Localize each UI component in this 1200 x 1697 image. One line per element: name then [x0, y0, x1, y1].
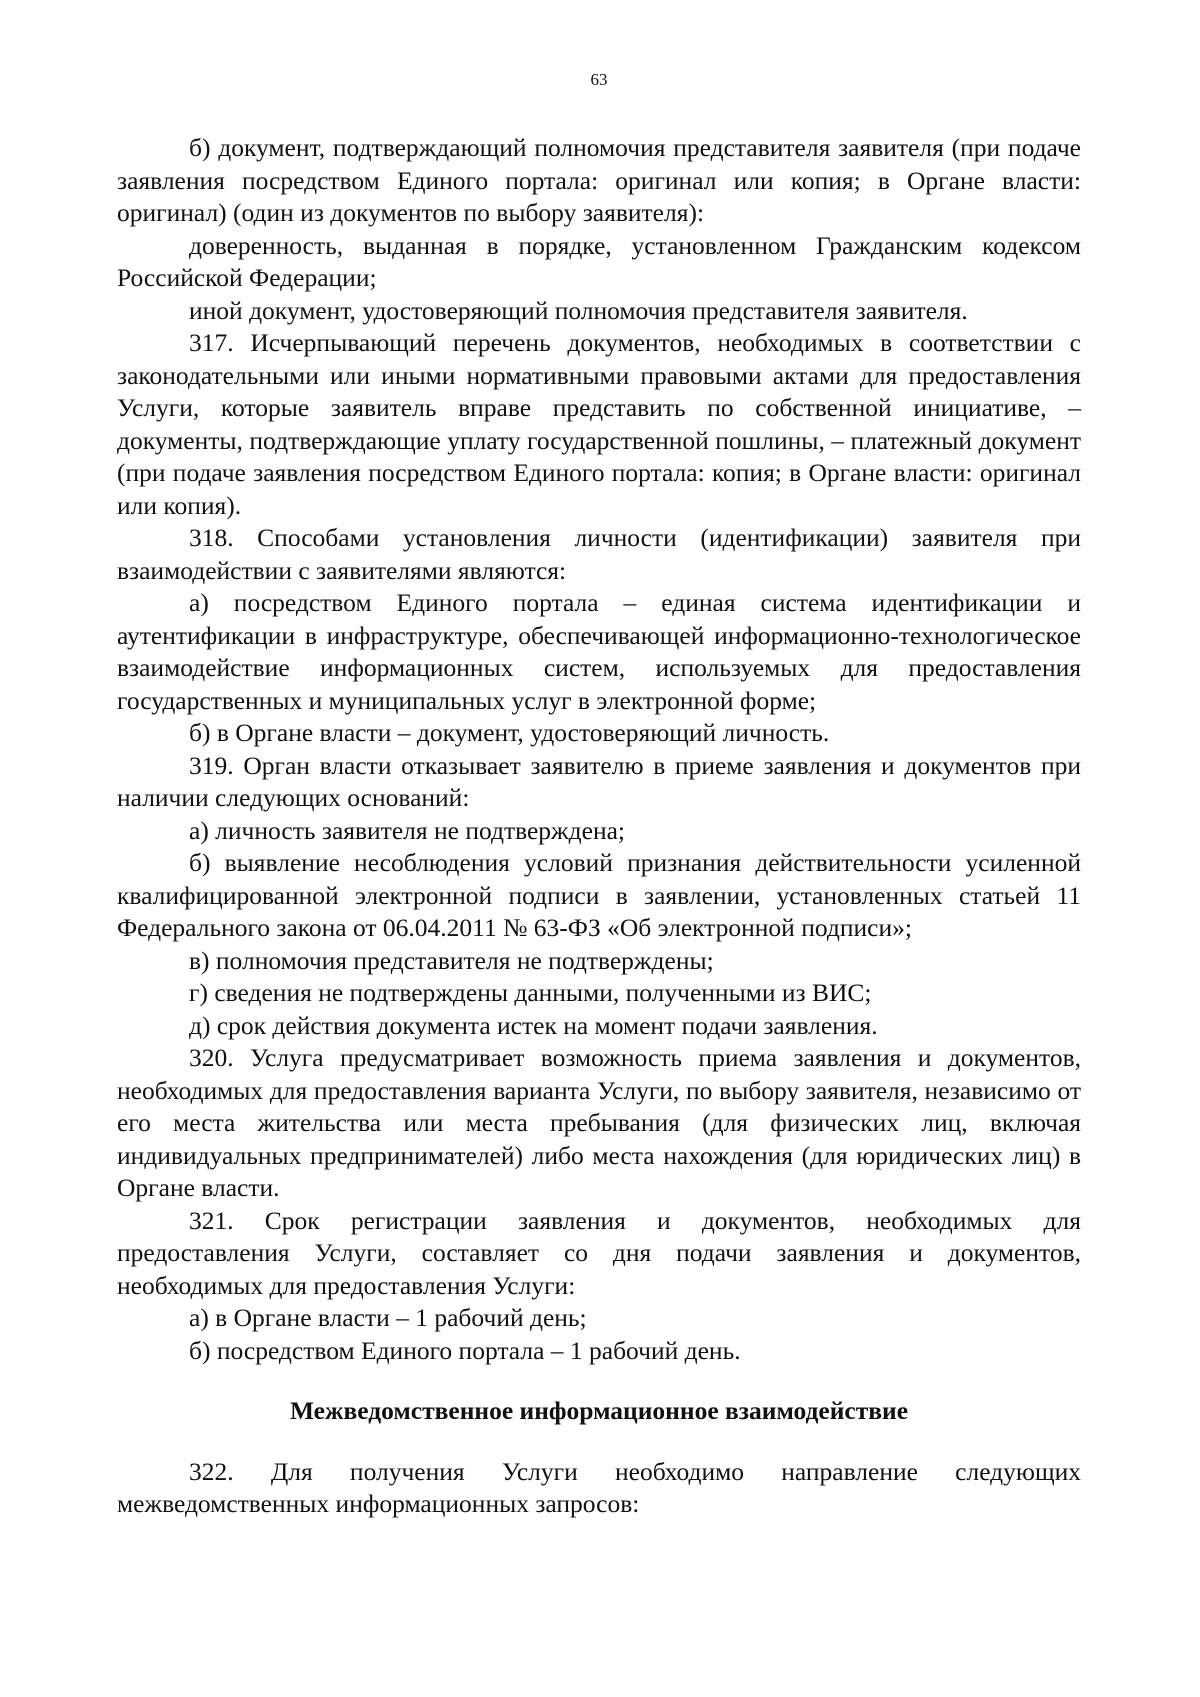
- paragraph-318-b: б) в Органе власти – документ, удостоверяющий личность.: [189, 718, 830, 747]
- paragraph-320: 320. Услуга предусматривает возможность приема заявления и документов, необходимых для предоставления варианта Услуги, по выбору заявителя, независимо от его места жительства или места пребывания (для физических лиц, включая индивидуальных предпринимателей) либо места нахождения (для юридических лиц) в Органе власти.: [117, 1043, 1081, 1202]
- paragraph-319-v: в) полномочия представителя не подтверждены;: [189, 945, 714, 975]
- page-number: 63: [590, 70, 608, 89]
- paragraph-319-a: а) личность заявителя не подтверждена;: [189, 815, 626, 845]
- paragraph-power-of-attorney: доверенность, выданная в порядке, установленном Гражданским кодексом Российской Федерации;: [117, 230, 1081, 292]
- paragraph-319-d: д) срок действия документа истек на момент подачи заявления.: [189, 1010, 878, 1040]
- paragraphs-top: [117, 132, 1081, 1367]
- paragraph-other-document: иной документ, удостоверяющий полномочия представителя заявителя.: [189, 295, 968, 325]
- paragraphs-bottom: [117, 1456, 1081, 1521]
- paragraph-318: 318. Способами установления личности (идентификации) заявителя при взаимодействии с заявителями являются:: [117, 523, 1081, 585]
- paragraph-322: 322. Для получения Услуги необходимо направление следующих межведомственных информационных запросов:: [117, 1456, 1081, 1518]
- paragraph-318-a: а) посредством Единого портала – единая система идентификации и аутентификации в инфраструктуре, обеспечивающей информационно-технологическое взаимодействие информационных систем, используемых для предоставления государственных и муниципальных услуг в электронной форме;: [117, 588, 1081, 715]
- paragraph-321-a: а) в Органе власти – 1 рабочий день;: [189, 1303, 587, 1332]
- document-page: [117, 0, 1081, 1521]
- paragraph-321-b: б) посредством Единого портала – 1 рабочий день.: [189, 1335, 741, 1365]
- paragraph-317: 317. Исчерпывающий перечень документов, необходимых в соответствии с законодательными или иными нормативными правовыми актами для предоставления Услуги, которые заявитель вправе представить по собственной инициативе, – документы, подтверждающие уплату государственной пошлины, – платежный документ (при подаче заявления посредством Единого портала: копия; в Органе власти: оригинал или копия).: [117, 328, 1081, 520]
- paragraph-b-document: б) документ, подтверждающий полномочия представителя заявителя (при подаче заявления посредством Единого портала: оригинал или копия; в Органе власти: оригинал) (один из документов по выбору заявителя):: [117, 133, 1081, 227]
- paragraph-321: 321. Срок регистрации заявления и документов, необходимых для предоставления Услуги, составляет со дня подачи заявления и документов, необходимых для предоставления Услуги:: [117, 1205, 1081, 1300]
- paragraph-319-b: б) выявление несоблюдения условий признания действительности усиленной квалифицированной электронной подписи в заявлении, установленных статьей 11 Федерального закона от 06.04.2011 № 63-ФЗ «Об электронной подписи»;: [117, 848, 1081, 942]
- paragraph-319-g: г) сведения не подтверждены данными, полученными из ВИС;: [189, 978, 872, 1007]
- section-heading: Межведомственное информационное взаимодействие: [289, 1396, 909, 1425]
- paragraph-319: 319. Орган власти отказывает заявителю в приеме заявления и документов при наличии следующих оснований:: [117, 750, 1081, 812]
